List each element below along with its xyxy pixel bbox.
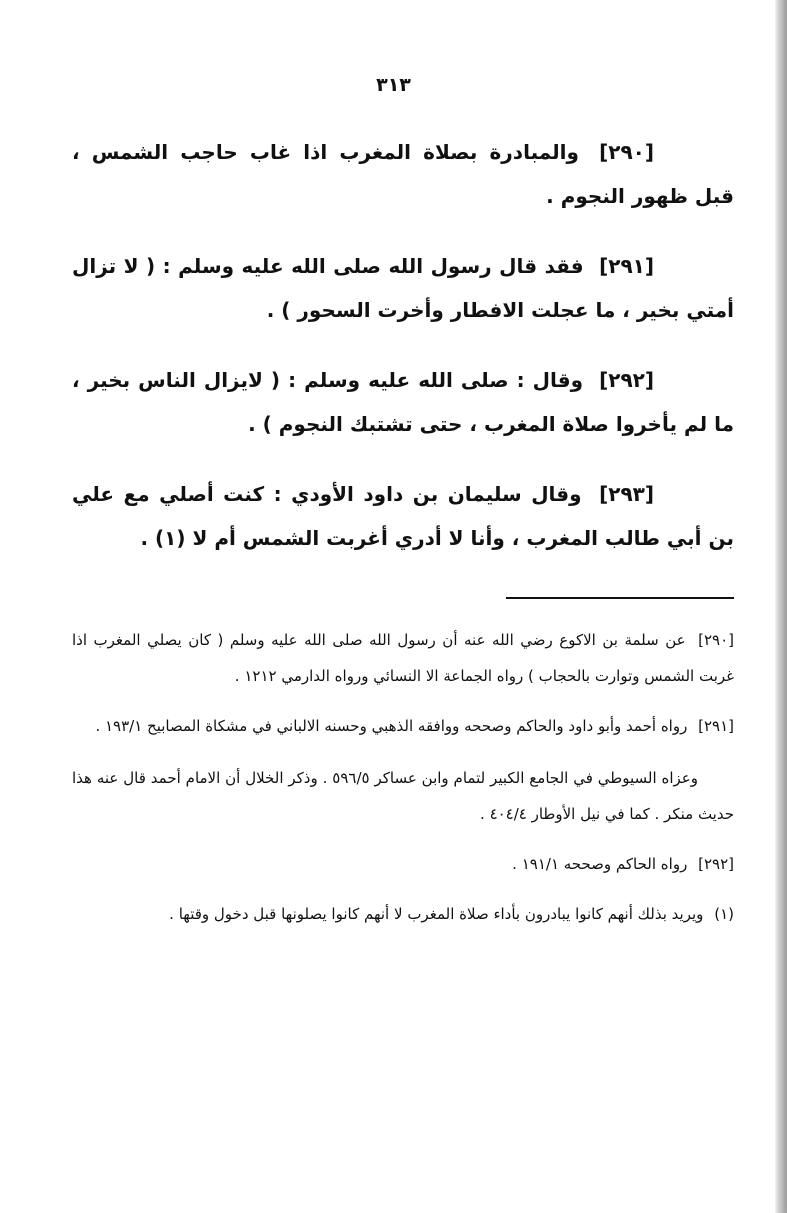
footnote-text: ويريد بذلك أنهم كانوا يبادرون بأداء صلاة المغرب لا أنهم كانوا يصلونها قبل دخول وقتها . bbox=[169, 905, 704, 923]
footnote-number: (١) bbox=[714, 905, 734, 923]
main-text bbox=[72, 130, 734, 586]
scan-edge-shadow bbox=[775, 0, 787, 1213]
footnote-text: وعزاه السيوطي في الجامع الكبير لتمام وابن عساكر ٥٩٦/٥ . وذكر الخلال أن الامام أحمد قال عنه هذا حديث منكر . كما في نيل الأوطار ٤٠٤/٤ . bbox=[72, 769, 734, 823]
paragraph-number: [٢٩٣] bbox=[599, 482, 654, 506]
footnote-number: [٢٩٢] bbox=[698, 855, 734, 873]
footnote-290 bbox=[72, 622, 734, 694]
footnote-291 bbox=[72, 708, 734, 744]
paragraph-290 bbox=[72, 130, 734, 218]
page-number: ٣١٣ bbox=[376, 74, 411, 96]
footnote-text: عن سلمة بن الاكوع رضي الله عنه أن رسول الله صلى الله عليه وسلم ( كان يصلي المغرب اذا غربت الشمس وتوارت بالحجاب ) رواه الجماعة الا النسائي ورواه الدارمي ١٢١٢ . bbox=[72, 631, 734, 685]
footnote-number: [٢٩١] bbox=[698, 717, 734, 735]
footnote-292 bbox=[72, 846, 734, 882]
footnote-number: [٢٩٠] bbox=[698, 631, 734, 649]
footnote-291-continued bbox=[72, 760, 734, 832]
footnote-divider bbox=[506, 597, 734, 599]
paragraph-number: [٢٩١] bbox=[599, 254, 655, 278]
paragraph-text: فقد قال رسول الله صلى الله عليه وسلم : ( لا تزال أمتي بخير ، ما عجلت الافطار وأخرت السحور ) . bbox=[72, 254, 734, 322]
paragraph-text: والمبادرة بصلاة المغرب اذا غاب حاجب الشمس ، قبل ظهور النجوم . bbox=[72, 140, 734, 208]
footnote-1 bbox=[72, 896, 734, 932]
footnote-text: رواه أحمد وأبو داود والحاكم وصححه ووافقه الذهبي وحسنه الالباني في مشكاة المصابيح ١٩٣/١ . bbox=[95, 717, 688, 735]
paragraph-293 bbox=[72, 472, 734, 560]
footnotes bbox=[72, 622, 734, 946]
paragraph-text: وقال سليمان بن داود الأودي : كنت أصلي مع علي بن أبي طالب المغرب ، وأنا لا أدري أغربت الشمس أم لا (١) . bbox=[72, 482, 734, 550]
paragraph-text: وقال : صلى الله عليه وسلم : ( لايزال الناس بخير ، ما لم يأخروا صلاة المغرب ، حتى تشتبك النجوم ) . bbox=[72, 368, 734, 436]
footnote-text: رواه الحاكم وصححه ١٩١/١ . bbox=[512, 855, 688, 873]
paragraph-292 bbox=[72, 358, 734, 446]
paragraph-number: [٢٩٠] bbox=[599, 140, 654, 164]
paragraph-291 bbox=[72, 244, 734, 332]
paragraph-number: [٢٩٢] bbox=[599, 368, 654, 392]
